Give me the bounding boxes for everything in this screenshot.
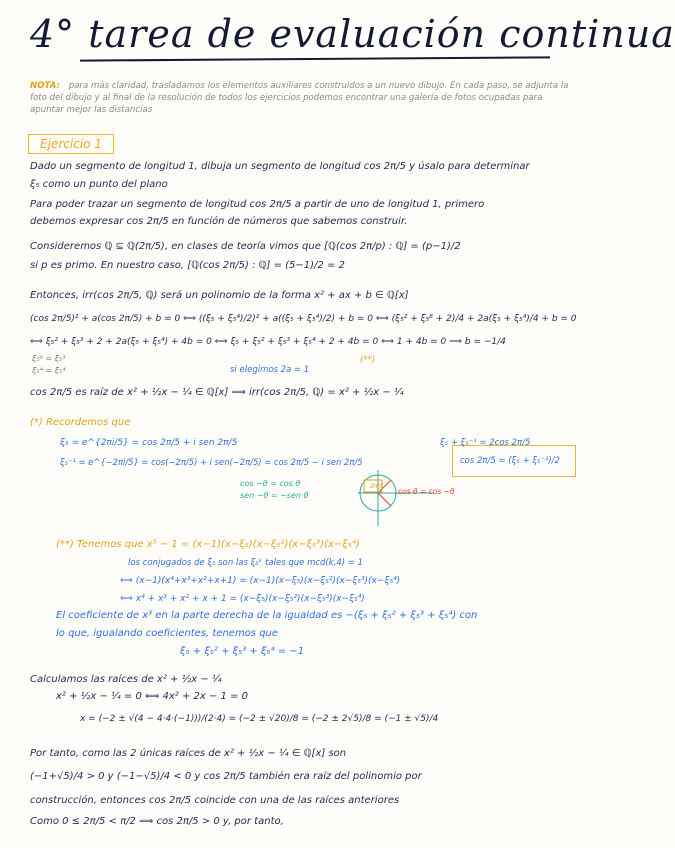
note-text: para más claridad, trasladamos los elementos auxiliares construidos a un nuevo dibujo. En cada paso, se adjunta la foto del dibujo y al final de la resolución de todos los ejercicios podemos encontrar una galería de fotos ocupadas para apuntar mejor las distancias xyxy=(30,81,569,115)
text-line-8: (cos 2π/5)² + a(cos 2π/5) + b = 0 ⟺ ((ξ₅ + ξ₅⁴)/2)² + a((ξ₅ + ξ₅⁴)/2) + b = 0 ⟺ (ξ₅² + ξ₅⁸ + 2)/4 + 2a(ξ₅ + ξ₅⁴)/4 + b = 0 xyxy=(30,314,577,324)
text-line-5: Consideremos ℚ ⊆ ℚ(2π/5), en clases de teoría vimos que [ℚ(cos 2π/p) : ℚ] = (p−1)/2 xyxy=(30,241,461,252)
angle-ray-down xyxy=(378,493,391,506)
text-line-2: ξ₅ como un punto del plano xyxy=(30,179,168,190)
text-line-16: ⟺ (x−1)(x⁴+x³+x²+x+1) = (x−1)(x−ξ₅)(x−ξ₅²)(x−ξ₅³)(x−ξ₅⁴) xyxy=(120,576,401,586)
note-tag: NOTA: xyxy=(30,81,60,91)
text-line-1: Dado un segmento de longitud 1, dibuja un segmento de longitud cos 2π/5 y úsalo para determinar xyxy=(30,161,530,172)
exercise-label: Ejercicio 1 xyxy=(28,134,114,154)
text-line-15: los conjugados de ξ₅ son las ξ₅ᵏ tales que mcd(k,4) = 1 xyxy=(128,558,364,568)
text-line-24: Por tanto, como las 2 únicas raíces de x² + ½x − ¼ ∈ ℚ[x] son xyxy=(30,748,347,759)
text-line-4: debemos expresar cos 2π/5 en función de números que sabemos construir. xyxy=(30,216,408,227)
text-line-25: (−1+√5)/4 > 0 y (−1−√5)/4 < 0 y cos 2π/5 también era raíz del polinomio por xyxy=(30,771,422,782)
text-line-19: lo que, igualando coeficientes, tenemos que xyxy=(56,628,279,639)
text-line-22: x² + ½x − ¼ = 0 ⟺ 4x² + 2x − 1 = 0 xyxy=(56,691,248,702)
text-line-3: Para poder trazar un segmento de longitud cos 2π/5 a partir de uno de longitud 1, primero xyxy=(30,199,485,210)
page-title: 4° tarea de evaluación continua xyxy=(30,12,675,56)
identity-sen: sen −θ = −sen θ xyxy=(240,491,309,500)
identity-cos: cos −θ = cos θ xyxy=(240,479,301,488)
text-line-23: x = (−2 ± √(4 − 4·4·(−1)))/(2·4) = (−2 ± √20)/8 = (−2 ± 2√5)/8 = (−1 ± √5)/4 xyxy=(80,714,439,724)
text-line-17: ⟺ x⁴ + x³ + x² + x + 1 = (x−ξ₅)(x−ξ₅²)(x−ξ₅³)(x−ξ₅⁴) xyxy=(120,594,365,604)
text-line-26: construcción, entonces cos 2π/5 coincide con una de las raíces anteriores xyxy=(30,795,400,806)
text-line-10: cos 2π/5 es raíz de x² + ½x − ¼ ∈ ℚ[x] ⟹ irr(cos 2π/5, ℚ) = x² + ½x − ¼ xyxy=(30,387,404,398)
text-line-7: Entonces, irr(cos 2π/5, ℚ) será un polinomio de la forma x² + ax + b ∈ ℚ[x] xyxy=(30,290,409,301)
text-line-12: ξ₅ = e^{2πi/5} = cos 2π/5 + i sen 2π/5 xyxy=(60,438,238,448)
angle-label: 2π/5 xyxy=(370,483,384,490)
text-line-20: ξ₅ + ξ₅² + ξ₅³ + ξ₅⁴ = −1 xyxy=(180,646,305,657)
text-line-21: Calculamos las raíces de x² + ½x − ¼ xyxy=(30,674,222,685)
aux-note-choice: si elegimos 2a = 1 xyxy=(230,365,310,375)
graph-red-label: cos θ = cos −θ xyxy=(398,487,455,496)
text-line-18: El coeficiente de x³ en la parte derecha de la igualdad es −(ξ₅ + ξ₅² + ξ₅³ + ξ₅⁴) con xyxy=(56,610,478,621)
text-line-9: ⟺ ξ₅² + ξ₅³ + 2 + 2a(ξ₅ + ξ₅⁴) + 4b = 0 ⟺ ξ₅ + ξ₅² + ξ₅³ + ξ₅⁴ + 2 + 4b = 0 ⟺ 1 + 4b = 0 ⟹ b = −1/4 xyxy=(30,337,506,347)
text-line-14: (**) Tenemos que x⁵ − 1 = (x−1)(x−ξ₅)(x−ξ₅²)(x−ξ₅³)(x−ξ₅⁴) xyxy=(56,539,360,550)
ref-double-star: (**) xyxy=(360,355,376,365)
boxed-result: cos 2π/5 = (ξ₅ + ξ₅⁻¹)/2 xyxy=(460,456,560,466)
text-line-11: (*) Recordemos que xyxy=(30,417,131,428)
aux-note-1: ξ₅⁸ = ξ₅³ xyxy=(32,354,66,363)
aux-note-2: ξ₅⁴ = ξ₅⁴ xyxy=(32,366,66,375)
text-line-27: Como 0 ≤ 2π/5 < π/2 ⟹ cos 2π/5 > 0 y, por tanto, xyxy=(30,816,284,827)
sum-identity: ξ₅ + ξ₅⁻¹ = 2cos 2π/5 xyxy=(440,438,531,448)
text-line-13: ξ₅⁻¹ = e^{−2πi/5} = cos(−2π/5) + i sen(−2π/5) = cos 2π/5 − i sen 2π/5 xyxy=(60,457,363,467)
note xyxy=(30,80,575,116)
text-line-6: si p es primo. En nuestro caso, [ℚ(cos 2π/5) : ℚ] = (5−1)/2 = 2 xyxy=(30,260,345,271)
